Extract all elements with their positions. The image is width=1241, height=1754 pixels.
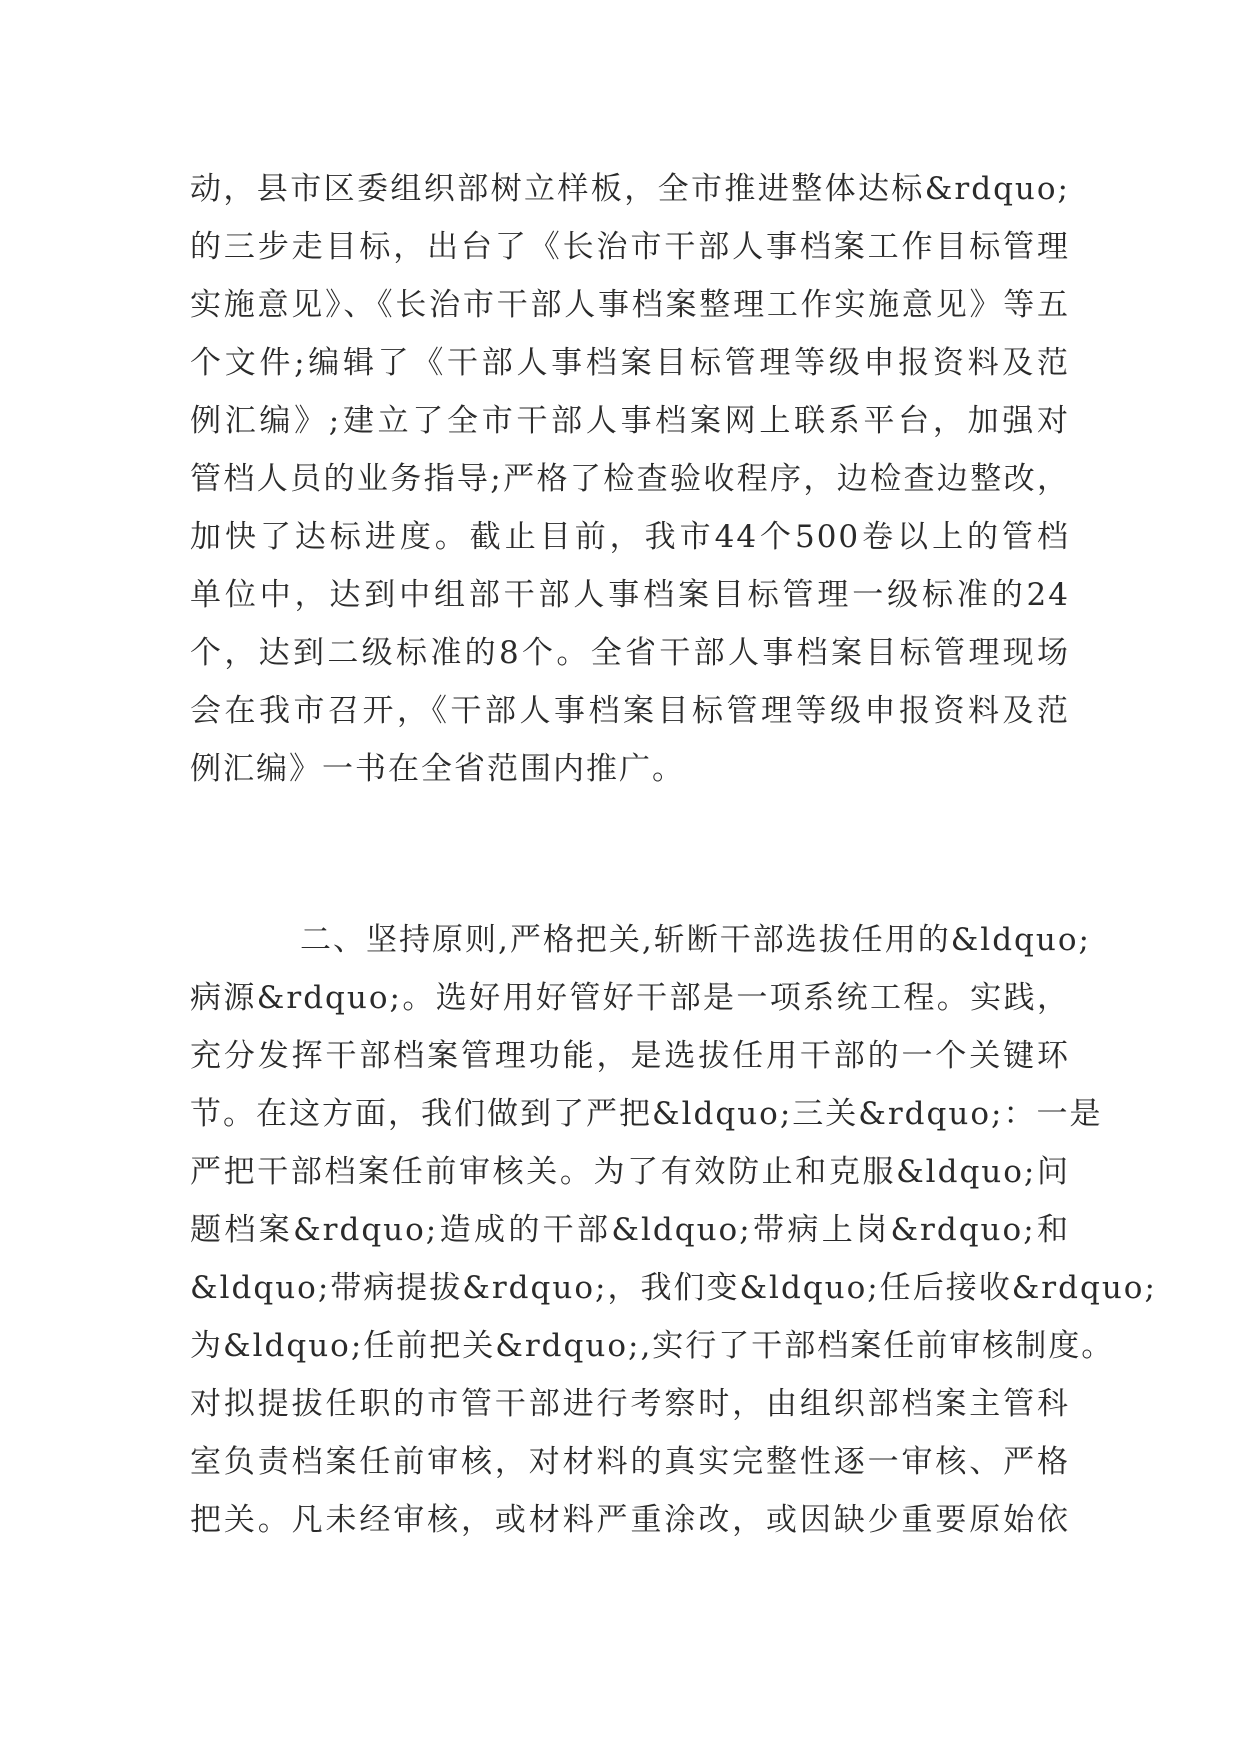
- paragraph-line: 单位中，达到中组部干部人事档案目标管理一级标准的24: [190, 577, 1070, 613]
- paragraph-line: 室负责档案任前审核，对材料的真实完整性逐一审核、严格: [190, 1444, 1070, 1480]
- paragraph-line: 动，县市区委组织部树立样板，全市推进整体达标&rdquo;: [190, 171, 1070, 207]
- paragraph-2: [190, 911, 1157, 1549]
- paragraph-line: 例汇编》;建立了全市干部人事档案网上联系平台，加强对: [190, 403, 1070, 439]
- paragraph-line: 会在我市召开，《干部人事档案目标管理等级申报资料及范: [190, 693, 1070, 729]
- section-heading-line: 二、坚持原则,严格把关,斩断干部选拔任用的&ldquo;: [300, 922, 1091, 958]
- paragraph-line: 个，达到二级标准的8个。全省干部人事档案目标管理现场: [190, 635, 1070, 671]
- paragraph-line: 病源&rdquo;。选好用好管好干部是一项系统工程。实践，: [190, 980, 1070, 1016]
- paragraph-line: 实施意见》、《长治市干部人事档案整理工作实施意见》等五: [190, 287, 1070, 323]
- paragraph-line: 题档案&rdquo;造成的干部&ldquo;带病上岗&rdquo;和: [190, 1212, 1070, 1248]
- paragraph-line: 的三步走目标，出台了《长治市干部人事档案工作目标管理: [190, 229, 1070, 265]
- paragraph-line: 节。在这方面，我们做到了严把&ldquo;三关&rdquo;：一是: [190, 1096, 1103, 1132]
- paragraph-line: 充分发挥干部档案管理功能，是选拔任用干部的一个关键环: [190, 1038, 1070, 1074]
- paragraph-line: 加快了达标进度。截止目前，我市44个500卷以上的管档: [190, 519, 1070, 555]
- paragraph-line: 把关。凡未经审核，或材料严重涂改，或因缺少重要原始依: [190, 1502, 1070, 1538]
- paragraph-last-line: 例汇编》一书在全省范围内推广。: [190, 751, 685, 787]
- paragraph-1: [190, 160, 1070, 798]
- paragraph-line: &ldquo;带病提拔&rdquo;，我们变&ldquo;任后接收&rdquo;: [190, 1270, 1157, 1306]
- paragraph-line: 为&ldquo;任前把关&rdquo;,实行了干部档案任前审核制度。: [190, 1328, 1115, 1364]
- paragraph-line: 对拟提拔任职的市管干部进行考察时，由组织部档案主管科: [190, 1386, 1070, 1422]
- paragraph-line: 严把干部档案任前审核关。为了有效防止和克服&ldquo;问: [190, 1154, 1070, 1190]
- paragraph-line: 个文件;编辑了《干部人事档案目标管理等级申报资料及范: [190, 345, 1070, 381]
- paragraph-line: 管档人员的业务指导;严格了检查验收程序，边检查边整改，: [190, 461, 1070, 497]
